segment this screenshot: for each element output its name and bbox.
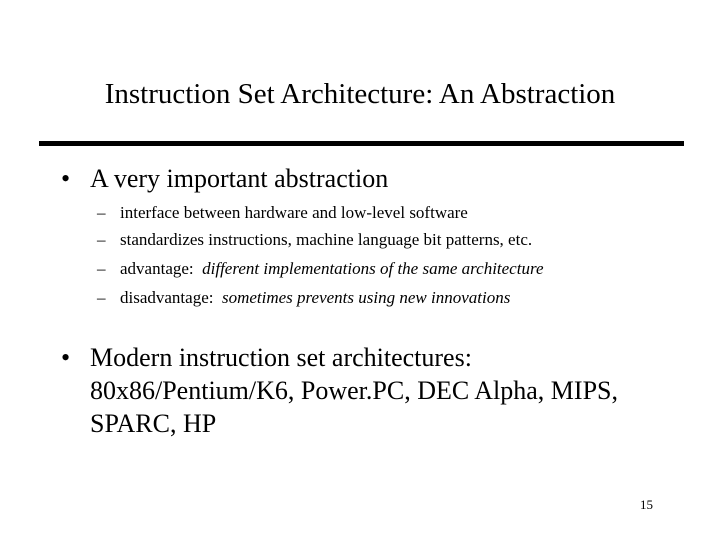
page-number: 15: [640, 497, 653, 512]
sub-item: [97, 287, 697, 309]
bullet-item-abstraction: [61, 164, 681, 194]
dash-marker: –: [97, 203, 106, 222]
sub-item: [97, 258, 697, 280]
title-divider: [39, 141, 684, 146]
sub-item-emphasis: sometimes prevents using new innovations: [221, 288, 511, 307]
bullet-text: A very important abstraction: [90, 164, 389, 193]
sub-item-label: advantage:: [120, 259, 203, 278]
sub-item-label: disadvantage:: [120, 288, 222, 307]
bullet-marker: •: [61, 343, 71, 372]
sub-item-text: [120, 287, 510, 309]
bullet-marker: •: [61, 164, 71, 193]
sub-item: [97, 229, 697, 251]
sub-item-text: [120, 258, 544, 280]
sub-item: [97, 202, 697, 224]
sub-item-label: interface between hardware and low-level software: [120, 203, 468, 222]
sub-item-text: [120, 229, 532, 251]
bullet-continuation-line: 80x86/Pentium/K6, Power.PC, DEC Alpha, MIPS,: [90, 376, 618, 405]
sub-item-emphasis: different implementations of the same architecture: [202, 259, 544, 278]
dash-marker: –: [97, 230, 106, 249]
dash-marker: –: [97, 259, 106, 278]
sub-item-text: [120, 202, 468, 224]
sub-item-label: standardizes instructions, machine language bit patterns, etc.: [120, 230, 533, 249]
bullet-text: Modern instruction set architectures:: [90, 343, 472, 372]
slide-title: Instruction Set Architecture: An Abstraction: [104, 78, 616, 110]
bullet-item-modern-isas: [61, 343, 701, 373]
dash-marker: –: [97, 288, 106, 307]
bullet-continuation-line: SPARC, HP: [90, 409, 217, 438]
